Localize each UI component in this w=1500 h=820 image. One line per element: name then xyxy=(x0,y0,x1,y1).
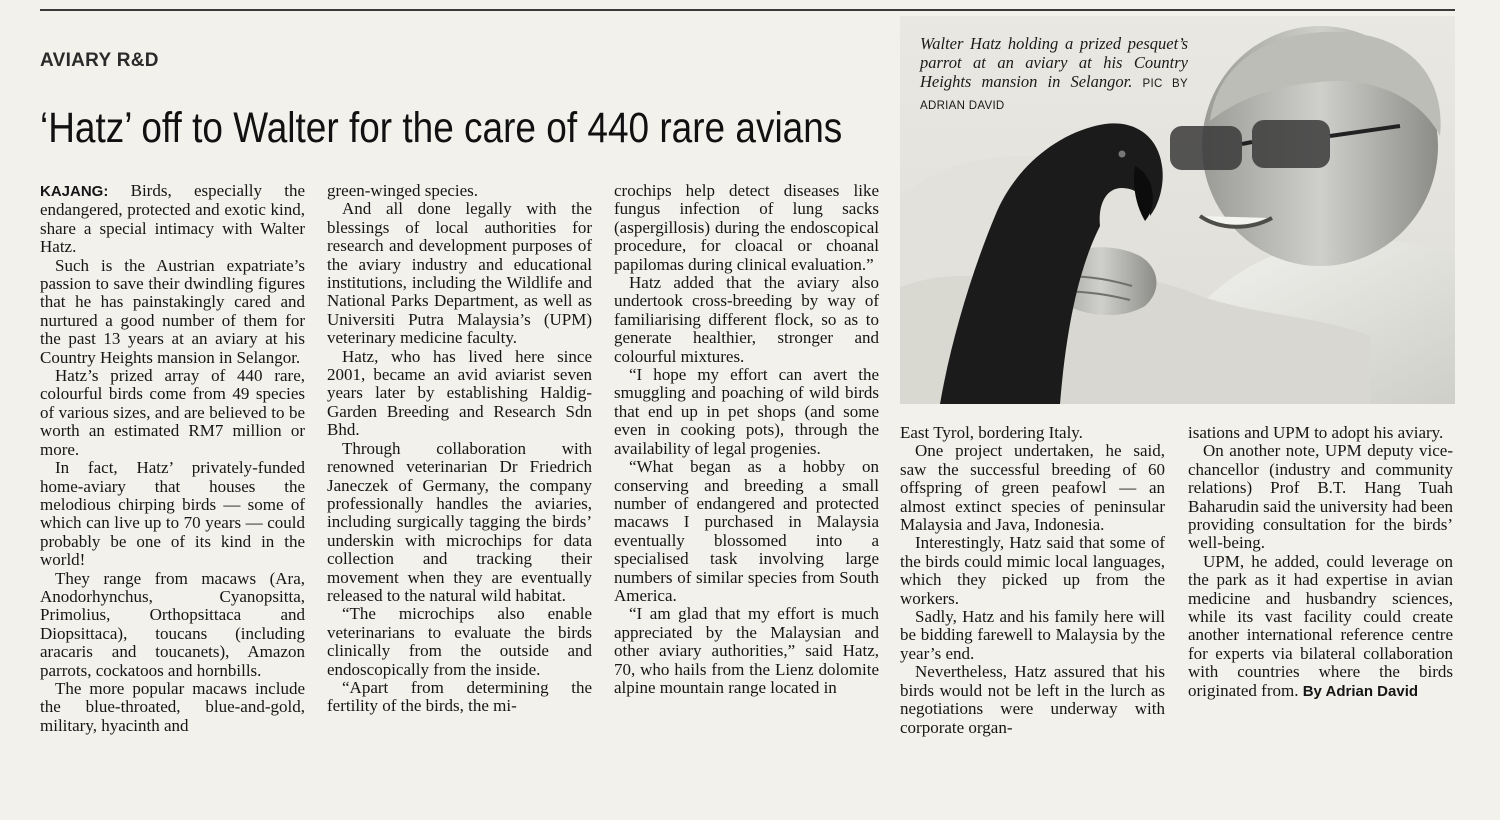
paragraph: In fact, Hatz’ privately-funded home-aviary that houses the melodious chirping birds — some of which can live up to 70 years — could probably be one of its kind in the world! xyxy=(40,458,305,570)
caption-text: Walter Hatz holding a prized pesquet’s parrot at an aviary at his Country Heights mansion in Selangor. xyxy=(920,34,1188,91)
article-column-4 xyxy=(900,424,1165,737)
paragraph: green-winged species. xyxy=(327,181,479,200)
paragraph: isations and UPM to adopt his aviary. xyxy=(1188,423,1444,442)
paragraph: They range from macaws (Ara, Anodorhynchus, Cyanopsitta, Primolius, Orthopsittaca and Diopsittaca), toucans (including aracaris and toucanets), Amazon parrots, cockatoos and hornbills. xyxy=(40,568,305,680)
lead-text: Birds, especially the endangered, protected and exotic kind, share a special intimacy with Walter Hatz. xyxy=(40,181,306,257)
top-rule xyxy=(40,9,1455,11)
headline: ‘Hatz’ off to Walter for the care of 440 rare avians xyxy=(40,104,843,152)
paragraph: On another note, UPM deputy vice-chancellor (industry and community relations) Prof B.T. Hang Tuah Baharudin said the university had been providing consultation for the birds’ well-being. xyxy=(1188,441,1453,553)
dateline: KAJANG: xyxy=(40,183,109,200)
article-column-2 xyxy=(327,182,592,716)
paragraph: “I hope my effort can avert the smuggling and poaching of wild birds that end up in pet shops (and some even in cooking pots), through the availability of legal progenies. xyxy=(614,365,879,458)
paragraph: And all done legally with the blessings of local authorities for research and development purposes of the aviary industry and educational institutions, including the Wildlife and National Parks Department, as well as Universiti Putra Malaysia’s (UPM) veterinary medicine faculty. xyxy=(327,199,592,348)
paragraph: “Apart from determining the fertility of the birds, the mi- xyxy=(327,677,592,716)
paragraph: One project undertaken, he said, saw the successful breeding of 60 offspring of green peafowl — an almost extinct species of peninsular Malaysia and Java, Indonesia. xyxy=(900,441,1165,535)
byline: By Adrian David xyxy=(1302,682,1419,700)
section-label: AVIARY R&D xyxy=(40,50,159,71)
paragraph: Nevertheless, Hatz assured that his birds would not be left in the lurch as negotiations were underway with corporate organ- xyxy=(900,662,1165,737)
paragraph: “I am glad that my effort is much appreciated by the Malaysian and other aviary authorities,” said Hatz, 70, who hails from the Lienz dolomite alpine mountain range located in xyxy=(614,604,879,697)
closing-text: UPM, he added, could leverage on the park as it had expertise in avian medicine and husbandry sciences, while its vast facility could create another international reference centre for experts via bilateral collaboration with countries where the birds originated from. xyxy=(1188,551,1453,700)
paragraph: Hatz’s prized array of 440 rare, colourful birds come from 49 species of various sizes, and are believed to be worth an estimated RM7 million or more. xyxy=(40,366,305,459)
photo-caption xyxy=(920,34,1188,116)
article-column-5 xyxy=(1188,424,1453,701)
paragraph: “What began as a hobby on conserving and breeding a small number of endangered and protected macaws I purchased in Malaysia eventually blossomed into a specialised task involving large numbers of similar species from South America. xyxy=(614,457,879,605)
paragraph: East Tyrol, bordering Italy. xyxy=(900,423,1083,442)
paragraph: Through collaboration with renowned veterinarian Dr Friedrich Janeczek of Germany, the company professionally handles the aviaries, including surgically tagging the birds’ underskin with microchips for data collection and tracking their movement when they are eventually released to the natural wild habitat. xyxy=(327,438,592,605)
paragraph: crochips help detect diseases like fungus infection of lung sacks (aspergillosis) during the endoscopical procedure, for cloacal or choanal papilomas during clinical evaluation.” xyxy=(614,181,879,274)
paragraph: The more popular macaws include the blue-throated, blue-and-gold, military, hyacinth and xyxy=(40,678,305,735)
paragraph xyxy=(1188,553,1453,701)
paragraph: “The microchips also enable veterinarians to evaluate the birds clinically from the outside and endoscopically from the inside. xyxy=(327,604,592,679)
paragraph: Hatz, who has lived here since 2001, became an avid aviarist seven years later by establishing Haldig-Garden Breeding and Research Sdn Bhd. xyxy=(327,346,592,440)
paragraph: Hatz added that the aviary also undertook cross-breeding by way of familiarising different flock, so as to generate healthier, stronger and colourful mixtures. xyxy=(614,273,879,366)
article-column-1 xyxy=(40,182,305,735)
paragraph: Sadly, Hatz and his family here will be bidding farewell to Malaysia by the year’s end. xyxy=(900,607,1165,663)
paragraph: Interestingly, Hatz said that some of the birds could mimic local languages, which they picked up from the workers. xyxy=(900,533,1165,608)
paragraph xyxy=(40,182,305,257)
article-column-3 xyxy=(614,182,879,697)
photo-credit: PIC BY ADRIAN DAVID xyxy=(920,78,1188,112)
paragraph: Such is the Austrian expatriate’s passion to save their dwindling figures that he has painstakingly cared and nurtured a good number of them for the past 13 years at an aviary at his Country Heights mansion in Selangor. xyxy=(40,255,305,367)
